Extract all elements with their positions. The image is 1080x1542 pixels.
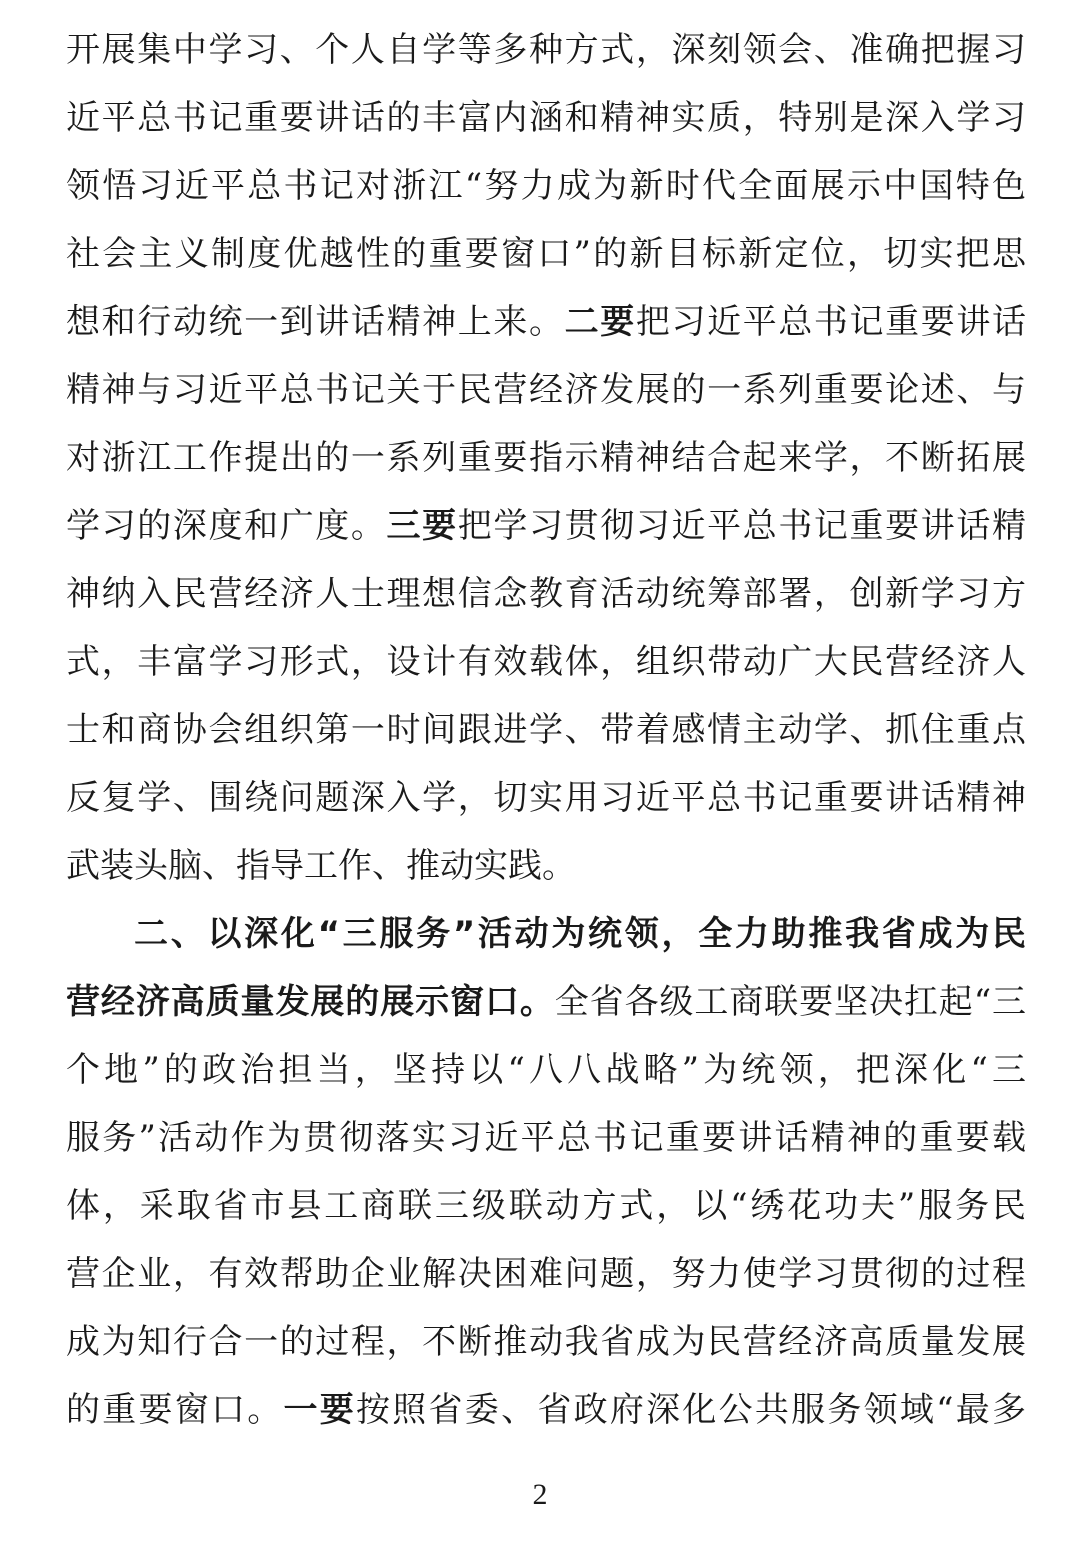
text-segment: 近平总书记重要讲话的丰富内涵和精神实质，特别是深入学习 (66, 98, 1026, 138)
text-line (66, 16, 1026, 84)
bold-text-segment: 一要 (283, 1390, 357, 1430)
text-line (66, 1172, 1026, 1240)
text-segment: 反复学、围绕问题深入学，切实用习近平总书记重要讲话精神 (66, 778, 1026, 818)
text-segment: 士和商协会组织第一时间跟进学、带着感情主动学、抓住重点 (66, 710, 1026, 750)
text-line (66, 560, 1026, 628)
text-line (66, 424, 1026, 492)
text-segment: 把习近平总书记重要讲话 (635, 302, 1027, 342)
text-line (66, 1376, 1026, 1444)
text-segment: 武装头脑、指导工作、推动实践。 (66, 846, 576, 886)
text-line (66, 152, 1026, 220)
text-segment: 成为知行合一的过程，不断推动我省成为民营经济高质量发展 (66, 1322, 1026, 1362)
text-line (66, 900, 1026, 968)
text-line (66, 628, 1026, 696)
text-segment: 个地”的政治担当，坚持以“八八战略”为统领，把深化“三 (66, 1050, 1026, 1090)
bold-text-segment: 二要 (564, 302, 636, 342)
text-line (66, 1104, 1026, 1172)
bold-text-segment: 二、以深化“三服务”活动为统领，全力助推我省成为民 (134, 914, 1026, 954)
text-line (66, 1036, 1026, 1104)
text-line (66, 968, 1026, 1036)
text-segment: 式，丰富学习形式，设计有效载体，组织带动广大民营经济人 (66, 642, 1026, 682)
text-line (66, 288, 1026, 356)
text-line (66, 492, 1026, 560)
text-line (66, 764, 1026, 832)
text-segment: 对浙江工作提出的一系列重要指示精神结合起来学，不断拓展 (66, 438, 1026, 478)
text-line (66, 1308, 1026, 1376)
text-segment: 全省各级工商联要坚决扛起“三 (554, 982, 1026, 1022)
text-segment: 按照省委、省政府深化公共服务领域“最多 (356, 1390, 1027, 1430)
text-segment: 把学习贯彻习近平总书记重要讲话精 (457, 506, 1027, 546)
text-segment: 想和行动统一到讲话精神上来。 (66, 302, 565, 342)
text-segment: 领悟习近平总书记对浙江“努力成为新时代全面展示中国特色 (66, 166, 1026, 206)
text-segment: 服务”活动作为贯彻落实习近平总书记重要讲话精神的重要载 (66, 1118, 1026, 1158)
text-line (66, 220, 1026, 288)
text-segment: 学习的深度和广度。 (66, 506, 387, 546)
page-number: 2 (532, 1478, 548, 1511)
text-segment: 神纳入民营经济人士理想信念教育活动统筹部署，创新学习方 (66, 574, 1026, 614)
text-line (66, 696, 1026, 764)
text-segment: 的重要窗口。 (66, 1390, 284, 1430)
text-line (66, 84, 1026, 152)
text-segment: 开展集中学习、个人自学等多种方式，深刻领会、准确把握习 (66, 30, 1026, 70)
text-segment: 体，采取省市县工商联三级联动方式，以“绣花功夫”服务民 (66, 1186, 1026, 1226)
bold-text-segment: 营经济高质量发展的展示窗口。 (66, 982, 555, 1022)
bold-text-segment: 三要 (386, 506, 458, 546)
text-segment: 营企业，有效帮助企业解决困难问题，努力使学习贯彻的过程 (66, 1254, 1026, 1294)
text-line (66, 1240, 1026, 1308)
text-segment: 社会主义制度优越性的重要窗口”的新目标新定位，切实把思 (66, 234, 1026, 274)
text-line (66, 832, 1026, 900)
text-segment: 精神与习近平总书记关于民营经济发展的一系列重要论述、与 (66, 370, 1026, 410)
text-line (66, 356, 1026, 424)
document-body (66, 16, 1026, 1444)
